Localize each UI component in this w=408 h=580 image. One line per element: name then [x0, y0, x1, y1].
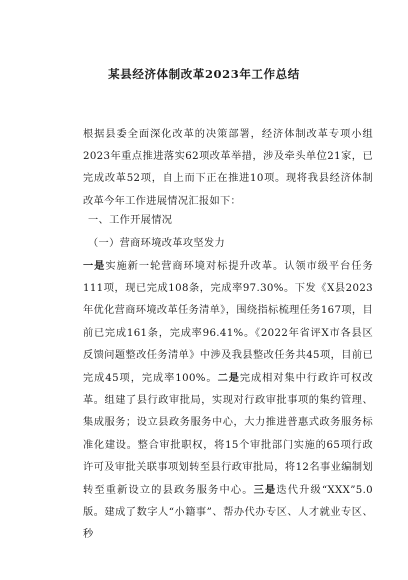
para2-text: 完成相对集中行政许可权改革。组建了县行政审批局，实现对行政审批事项的集约管理、集成服务；设立县政务服务中心，大力推进普惠式政务服务标准化建设。整合审批职权，将15个审批部门实施的65项行政许可及审批关联事项划转至县行政审批局，将12名事业编制划转至重新设立的县政务服务中心。	[83, 373, 373, 497]
intro-paragraph: 根据县委全面深化改革的决策部署，经济体制改革专项小组2023年重点推进落实62项改革举措，涉及牵头单位21家，已完成改革52项，自上而下正在推进10项。现将我县经济体制改革今年工作进展情况汇报如下：	[83, 129, 373, 207]
para1-lead: 一是	[83, 260, 106, 272]
work-progress-paragraph	[62, 255, 373, 547]
para3-lead: 三是	[253, 484, 277, 497]
document-title: 某县经济体制改革2023年工作总结	[108, 67, 300, 81]
para2-lead: 二是	[217, 372, 240, 385]
section-heading: 一、工作开展情况	[88, 215, 173, 226]
subsection-heading: （一）营商环境改革攻坚发力	[88, 238, 225, 249]
para3-text: 迭代升级“XXX”5.0版。建成了数字人“小籍事”、帮办代办专区、人才就业专区、秒	[83, 485, 374, 541]
para1-text: 实施新一轮营商环境对标提升改革。认领市级平台任务111项，现已完成108条，完成率97.30%。下发《X县2023年优化营商环境改革任务清单》，围绕指标梳理任务167项，目前已完成161条，完成率96.41%。《2022年省评X市各县区反馈问题整改任务清单》中涉及我县整改任务共45项，目前已完成45项，完成率100%。	[83, 261, 373, 385]
